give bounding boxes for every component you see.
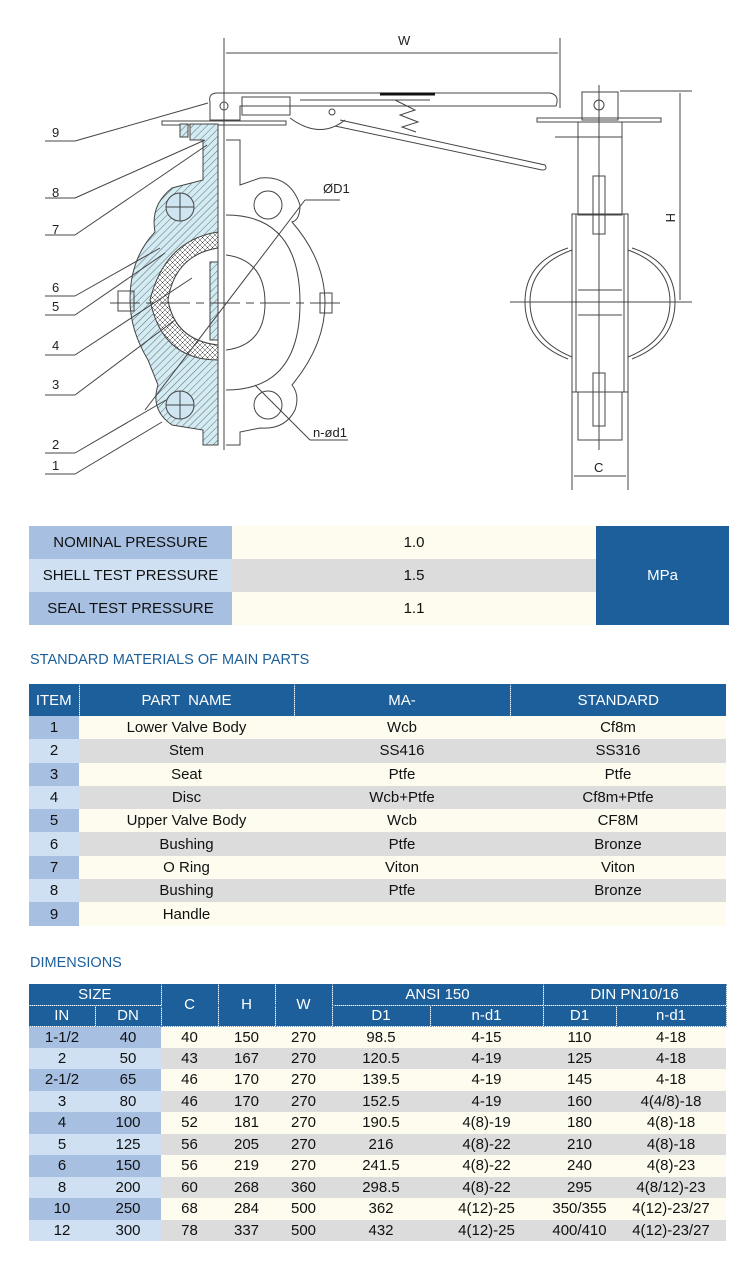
item-number: 5 xyxy=(29,809,79,832)
svg-text:2: 2 xyxy=(52,437,60,452)
header-ansi-150: ANSI 150 xyxy=(332,984,543,1005)
table-row xyxy=(29,739,726,762)
table-row: 2-1/2 65 46 170 270 139.5 4-19 145 4-18 xyxy=(29,1069,726,1091)
dimension-w-label: W xyxy=(398,33,411,48)
material: Wcb+Ptfe xyxy=(294,786,510,809)
standard: CF8M xyxy=(510,809,726,832)
svg-text:9: 9 xyxy=(52,125,60,140)
header-din-pn10-16: DIN PN10/16 xyxy=(543,984,726,1005)
material: Viton xyxy=(294,856,510,879)
materials-section-title: STANDARD MATERIALS OF MAIN PARTS xyxy=(30,652,310,668)
material: SS416 xyxy=(294,739,510,762)
pressure-row-nominal xyxy=(29,526,729,559)
material: Wcb xyxy=(294,716,510,739)
part-name: Lower Valve Body xyxy=(79,716,294,739)
pressure-label: SHELL TEST PRESSURE xyxy=(29,559,232,592)
pressure-label: SEAL TEST PRESSURE xyxy=(29,592,232,625)
svg-text:3: 3 xyxy=(52,377,60,392)
part-name: Stem xyxy=(79,739,294,762)
table-row: 12 300 78 337 500 432 4(12)-25 400/410 4(12)-23/27 xyxy=(29,1220,726,1242)
header-standard: STANDARD xyxy=(510,684,726,716)
pressure-value: 1.0 xyxy=(232,526,596,559)
dimensions-header-row-2 xyxy=(29,1005,726,1026)
standard: Bronze xyxy=(510,879,726,902)
callout-numbers xyxy=(52,125,59,473)
dimension-nd1-label: n-ød1 xyxy=(313,425,347,440)
valve-technical-drawing xyxy=(0,0,750,500)
materials-header-row xyxy=(29,684,726,716)
header-in: IN xyxy=(29,1005,95,1026)
material: Wcb xyxy=(294,809,510,832)
table-row xyxy=(29,809,726,832)
pressure-table xyxy=(29,526,729,625)
dimensions-table xyxy=(29,984,727,1241)
part-name: Bushing xyxy=(79,832,294,855)
part-name: Seat xyxy=(79,763,294,786)
item-number: 2 xyxy=(29,739,79,762)
material: Ptfe xyxy=(294,763,510,786)
svg-text:6: 6 xyxy=(52,280,60,295)
dimension-c-label: C xyxy=(594,460,604,475)
header-din-d1: D1 xyxy=(543,1005,616,1026)
item-number: 4 xyxy=(29,786,79,809)
table-row: 1-1/2 40 40 150 270 98.5 4-15 110 4-18 xyxy=(29,1026,726,1048)
pressure-value: 1.5 xyxy=(232,559,596,592)
item-number: 9 xyxy=(29,902,79,925)
butterfly-valve-diagram xyxy=(0,0,750,500)
materials-table xyxy=(29,684,726,926)
standard: Cf8m+Ptfe xyxy=(510,786,726,809)
material: Ptfe xyxy=(294,879,510,902)
table-row: 2 50 43 167 270 120.5 4-19 125 4-18 xyxy=(29,1048,726,1070)
dimension-labels xyxy=(313,33,678,475)
standard: Ptfe xyxy=(510,763,726,786)
item-number: 8 xyxy=(29,879,79,902)
standard xyxy=(510,902,726,925)
table-row: 10 250 68 284 500 362 4(12)-25 350/355 4(12)-23/27 xyxy=(29,1198,726,1220)
svg-text:5: 5 xyxy=(52,299,60,314)
table-row: 3 80 46 170 270 152.5 4-19 160 4(4/8)-18 xyxy=(29,1091,726,1113)
table-row: 5 125 56 205 270 216 4(8)-22 210 4(8)-18 xyxy=(29,1134,726,1156)
standard: Viton xyxy=(510,856,726,879)
dimension-d1-label: ØD1 xyxy=(323,181,350,196)
standard: SS316 xyxy=(510,739,726,762)
svg-text:4: 4 xyxy=(52,338,60,353)
table-row xyxy=(29,879,726,902)
header-c: C xyxy=(161,984,218,1026)
item-number: 3 xyxy=(29,763,79,786)
table-row xyxy=(29,716,726,739)
svg-text:1: 1 xyxy=(52,458,60,473)
pressure-value: 1.1 xyxy=(232,592,596,625)
material xyxy=(294,902,510,925)
pressure-unit: MPa xyxy=(596,526,729,625)
standard: Cf8m xyxy=(510,716,726,739)
header-material: MA- xyxy=(294,684,510,716)
item-number: 7 xyxy=(29,856,79,879)
item-number: 6 xyxy=(29,832,79,855)
dimension-h-label: H xyxy=(663,213,678,223)
header-din-nd1: n-d1 xyxy=(616,1005,726,1026)
header-item: ITEM xyxy=(29,684,79,716)
header-size: SIZE xyxy=(29,984,161,1005)
table-row xyxy=(29,786,726,809)
part-name: Bushing xyxy=(79,879,294,902)
table-row: 6 150 56 219 270 241.5 4(8)-22 240 4(8)-23 xyxy=(29,1155,726,1177)
header-ansi-d1: D1 xyxy=(332,1005,430,1026)
table-row xyxy=(29,832,726,855)
standard: Bronze xyxy=(510,832,726,855)
part-name: Disc xyxy=(79,786,294,809)
header-ansi-nd1: n-d1 xyxy=(430,1005,543,1026)
table-row xyxy=(29,856,726,879)
header-h: H xyxy=(218,984,275,1026)
svg-text:7: 7 xyxy=(52,222,60,237)
item-number: 1 xyxy=(29,716,79,739)
dimensions-header-row-1 xyxy=(29,984,726,1005)
table-row: 4 100 52 181 270 190.5 4(8)-19 180 4(8)-18 xyxy=(29,1112,726,1134)
table-row: 8 200 60 268 360 298.5 4(8)-22 295 4(8/12)-23 xyxy=(29,1177,726,1199)
pressure-label: NOMINAL PRESSURE xyxy=(29,526,232,559)
header-part-name: PART NAME xyxy=(79,684,294,716)
part-name: Upper Valve Body xyxy=(79,809,294,832)
table-row xyxy=(29,763,726,786)
dimensions-section-title: DIMENSIONS xyxy=(30,955,122,971)
material: Ptfe xyxy=(294,832,510,855)
table-row xyxy=(29,902,726,925)
part-name: O Ring xyxy=(79,856,294,879)
part-name: Handle xyxy=(79,902,294,925)
svg-text:8: 8 xyxy=(52,185,60,200)
header-dn: DN xyxy=(95,1005,161,1026)
header-w: W xyxy=(275,984,332,1026)
